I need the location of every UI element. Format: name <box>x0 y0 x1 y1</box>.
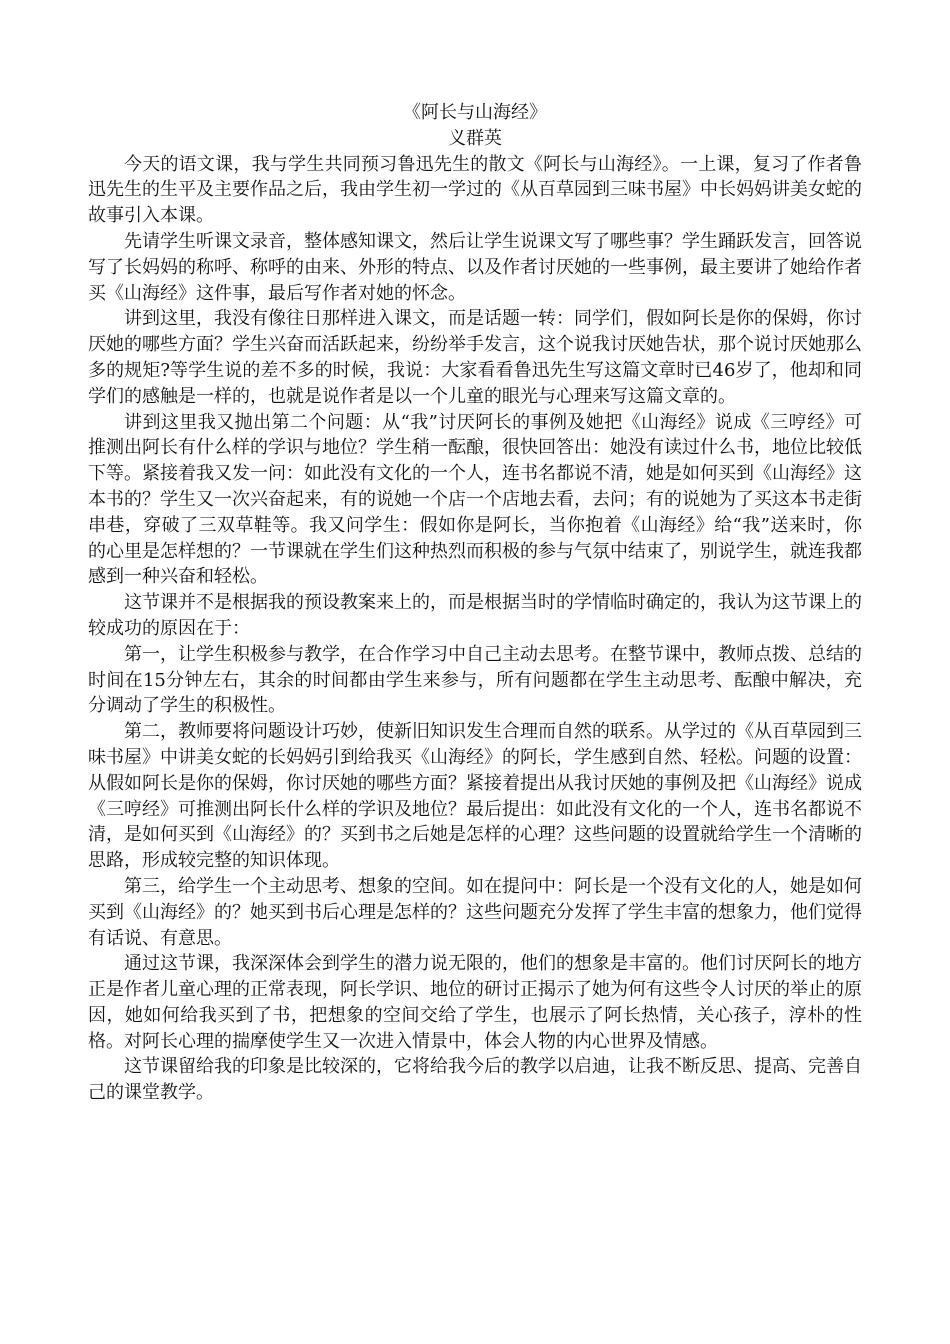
paragraph-8: 第三，给学生一个主动思考、想象的空间。如在提问中：阿长是一个没有文化的人，她是如何买到《山海经》的？她买到书后心理是怎样的？这些问题充分发挥了学生丰富的想象力，他们觉得有话说、有意思。 <box>88 875 862 949</box>
paragraph-6: 第一，让学生积极参与教学，在合作学习中自己主动去思考。在整节课中，教师点拨、总结的时间在15分钟左右，其余的时间都由学生来参与，所有问题都在学生主动思考、酝酿中解决，充分调动了学生的积极性。 <box>88 643 862 717</box>
paragraph-4: 讲到这里我又抛出第二个问题：从“我”讨厌阿长的事例及她把《山海经》说成《三哼经》可推测出阿长有什么样的学识与地位？学生稍一酝酿，很快回答出：她没有读过什么书，地位比较低下等。紧接着我又发一问：如此没有文化的一个人，连书名都说不清，她是如何买到《山海经》这本书的？学生又一次兴奋起来，有的说她一个店一个店地去看，去问；有的说她为了买这本书走街串巷，穿破了三双草鞋等。我又问学生：假如你是阿长，当你抱着《山海经》给“我”送来时，你的心里是怎样想的？一节课就在学生们这种热烈而积极的参与气氛中结束了，别说学生，就连我都感到一种兴奋和轻松。 <box>88 411 862 588</box>
paragraph-3: 讲到这里，我没有像往日那样进入课文，而是话题一转：同学们，假如阿长是你的保姆，你讨厌她的哪些方面？学生兴奋而活跃起来，纷纷举手发言，这个说我讨厌她告状，那个说讨厌她那么多的规矩?等学生说的差不多的时候，我说：大家看看鲁迅先生写这篇文章时已46岁了，他却和同学们的感触是一样的，也就是说作者是以一个儿童的眼光与心理来写这篇文章的。 <box>88 308 862 407</box>
paragraph-10: 这节课留给我的印象是比较深的，它将给我今后的教学以启迪，让我不断反思、提高、完善自己的课堂教学。 <box>88 1056 862 1104</box>
paragraph-1: 今天的语文课，我与学生共同预习鲁迅先生的散文《阿长与山海经》。一上课，复习了作者鲁迅先生的生平及主要作品之后，我由学生初一学过的《从百草园到三味书屋》中长妈妈讲美女蛇的故事引入本课。 <box>88 153 862 227</box>
paragraph-7: 第二，教师要将问题设计巧妙，使新旧知识发生合理而自然的联系。从学过的《从百草园到三味书屋》中讲美女蛇的长妈妈引到给我买《山海经》的阿长，学生感到自然、轻松。问题的设置：从假如阿长是你的保姆，你讨厌她的哪些方面？紧接着提出从我讨厌她的事例及把《山海经》说成《三哼经》可推测出阿长什么样的学识及地位？最后提出：如此没有文化的一个人，连书名都说不清，是如何买到《山海经》的？买到书之后她是怎样的心理？这些问题的设置就给学生一个清晰的思路，形成较完整的知识体现。 <box>88 721 862 872</box>
paragraph-2: 先请学生听课文录音，整体感知课文，然后让学生说课文写了哪些事？学生踊跃发言，回答说写了长妈妈的称呼、称呼的由来、外形的特点、以及作者讨厌她的一些事例，最主要讲了她给作者买《山海经》这件事，最后写作者对她的怀念。 <box>88 230 862 304</box>
document-body <box>88 100 862 1106</box>
paragraph-5: 这节课并不是根据我的预设教案来上的，而是根据当时的学情临时确定的，我认为这节课上的较成功的原因在于： <box>88 592 862 639</box>
document-author: 义群英 <box>448 127 502 149</box>
paragraph-9: 通过这节课，我深深体会到学生的潜力说无限的，他们的想象是丰富的。他们讨厌阿长的地方正是作者儿童心理的正常表现，阿长学识、地位的研讨正揭示了她为何有这些令人讨厌的举止的原因，她如何给我买到了书，把想象的空间交给了学生，也展示了阿长热情，关心孩子，淳朴的性格。对阿长心理的揣摩使学生又一次进入情景中，体会人物的内心世界及情感。 <box>88 953 862 1052</box>
document-title: 《阿长与山海经》 <box>403 102 547 123</box>
